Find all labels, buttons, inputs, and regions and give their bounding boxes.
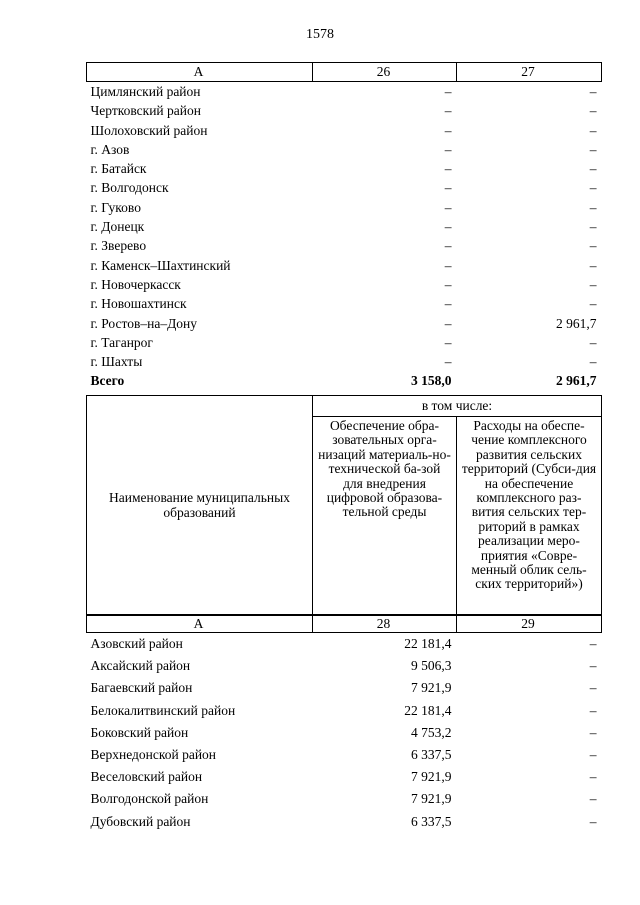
value-col-28: 4 753,2 xyxy=(411,724,452,740)
table-row xyxy=(87,788,602,810)
municipality-name: Дубовский район xyxy=(90,813,191,829)
municipal-name-header: Наименование муниципальных образований xyxy=(87,396,313,616)
value-col-29: – xyxy=(589,702,597,718)
value-col-27: – xyxy=(589,296,597,312)
municipality-name: Цимлянский район xyxy=(90,84,201,99)
municipality-name: г. Азов xyxy=(90,141,130,157)
value-col-29: – xyxy=(589,724,597,740)
table-row xyxy=(87,744,602,766)
header-col-27: 27 xyxy=(457,63,602,82)
value-col-29: – xyxy=(589,747,597,763)
header-col-a: А xyxy=(87,615,313,633)
value-col-28: 6 337,5 xyxy=(411,747,452,763)
table-row xyxy=(87,178,602,197)
value-col-26: – xyxy=(444,122,452,138)
table-row xyxy=(87,352,602,371)
value-col-27: – xyxy=(589,238,597,254)
table-row xyxy=(87,101,602,120)
budget-table-header-part2 xyxy=(86,395,602,616)
municipality-name: г. Ростов–на–Дону xyxy=(90,315,198,331)
table-row xyxy=(87,198,602,217)
municipality-name: г. Гуково xyxy=(90,199,141,215)
municipality-name: Боковский район xyxy=(90,724,189,740)
total-label: Всего xyxy=(90,373,125,389)
value-col-26: – xyxy=(444,315,452,331)
including-header: в том числе: xyxy=(313,396,602,417)
value-col-29: – xyxy=(589,813,597,829)
table-row xyxy=(87,333,602,352)
table-row xyxy=(87,236,602,255)
value-col-27: – xyxy=(589,161,597,177)
municipality-name: Белокалитвинский район xyxy=(90,702,236,718)
value-col-28: 7 921,9 xyxy=(411,680,452,696)
municipality-name: г. Шахты xyxy=(90,354,143,370)
header-col-26: 26 xyxy=(313,63,457,82)
table-row xyxy=(87,655,602,677)
table-row xyxy=(87,314,602,333)
municipality-name: г. Таганрог xyxy=(90,334,153,350)
total-col-27: 2 961,7 xyxy=(556,373,597,389)
value-col-27: – xyxy=(589,257,597,273)
table-row xyxy=(87,677,602,699)
header-col-29: 29 xyxy=(457,615,602,633)
municipality-name: г. Батайск xyxy=(90,161,147,177)
table-row xyxy=(87,700,602,722)
col-29-description: Расходы на обеспе-чение комплексного развития сельских территорий (Субси-дия на обеспечение комплексного раз-вития сельских тер-риторий в рамках реализации меро-приятия «Совре-менный облик сель-ских территорий») xyxy=(457,417,602,616)
value-col-26: – xyxy=(444,276,452,292)
table-row xyxy=(87,766,602,788)
table-header-row xyxy=(87,63,602,82)
table-row xyxy=(87,159,602,178)
value-col-26: – xyxy=(444,199,452,215)
municipality-name: г. Новочеркасск xyxy=(90,276,181,292)
budget-table-part1 xyxy=(86,62,602,391)
table-row xyxy=(87,217,602,236)
municipality-name: Чертковский район xyxy=(90,103,201,119)
table-row xyxy=(87,633,602,656)
value-col-28: 7 921,9 xyxy=(411,769,452,785)
municipality-name: г. Зверево xyxy=(90,238,147,254)
value-col-26: – xyxy=(444,161,452,177)
table-row xyxy=(87,82,602,102)
header-col-28: 28 xyxy=(313,615,457,633)
table-header-row xyxy=(87,615,602,633)
table-row xyxy=(87,140,602,159)
municipality-name: Веселовский район xyxy=(90,769,203,785)
value-col-27: – xyxy=(589,180,597,196)
table-row xyxy=(87,256,602,275)
municipality-name: Аксайский район xyxy=(90,658,191,674)
value-col-27: 2 961,7 xyxy=(556,315,597,331)
municipality-name: г. Волгодонск xyxy=(90,180,169,196)
including-row xyxy=(87,396,602,417)
municipality-name: Азовский район xyxy=(90,636,183,651)
value-col-27: – xyxy=(589,84,597,99)
value-col-28: 22 181,4 xyxy=(404,636,452,651)
value-col-27: – xyxy=(589,276,597,292)
municipality-name: Волгодонской район xyxy=(90,791,209,807)
municipality-name: г. Каменск–Шахтинский xyxy=(90,257,231,273)
municipality-name: г. Новошахтинск xyxy=(90,296,187,312)
value-col-27: – xyxy=(589,141,597,157)
header-col-a: А xyxy=(87,63,313,82)
value-col-26: – xyxy=(444,180,452,196)
value-col-27: – xyxy=(589,122,597,138)
value-col-29: – xyxy=(589,636,597,651)
table-row xyxy=(87,275,602,294)
value-col-27: – xyxy=(589,334,597,350)
table-row xyxy=(87,121,602,140)
value-col-27: – xyxy=(589,103,597,119)
budget-table-part2 xyxy=(86,614,602,833)
total-row xyxy=(87,371,602,390)
value-col-28: 22 181,4 xyxy=(404,702,452,718)
value-col-29: – xyxy=(589,680,597,696)
value-col-26: – xyxy=(444,84,452,99)
table-row xyxy=(87,722,602,744)
value-col-26: – xyxy=(444,296,452,312)
value-col-26: – xyxy=(444,219,452,235)
value-col-28: 7 921,9 xyxy=(411,791,452,807)
value-col-28: 6 337,5 xyxy=(411,813,452,829)
value-col-29: – xyxy=(589,658,597,674)
value-col-29: – xyxy=(589,769,597,785)
page-number: 1578 xyxy=(306,27,334,42)
municipality-name: Верхнедонской район xyxy=(90,747,217,763)
value-col-26: – xyxy=(444,141,452,157)
value-col-27: – xyxy=(589,219,597,235)
municipality-name: Багаевский район xyxy=(90,680,193,696)
value-col-26: – xyxy=(444,334,452,350)
value-col-26: – xyxy=(444,238,452,254)
total-col-26: 3 158,0 xyxy=(411,373,452,389)
value-col-28: 9 506,3 xyxy=(411,658,452,674)
municipality-name: Шолоховский район xyxy=(90,122,208,138)
municipality-name: г. Донецк xyxy=(90,219,145,235)
value-col-26: – xyxy=(444,257,452,273)
value-col-27: – xyxy=(589,354,597,370)
value-col-26: – xyxy=(444,354,452,370)
col-28-description: Обеспечение обра-зовательных орга-низаций материаль-но-технической ба-зой для внедрения цифровой образова-тельной среды xyxy=(313,417,457,616)
value-col-29: – xyxy=(589,791,597,807)
table-row xyxy=(87,294,602,313)
value-col-27: – xyxy=(589,199,597,215)
value-col-26: – xyxy=(444,103,452,119)
table-row xyxy=(87,811,602,833)
